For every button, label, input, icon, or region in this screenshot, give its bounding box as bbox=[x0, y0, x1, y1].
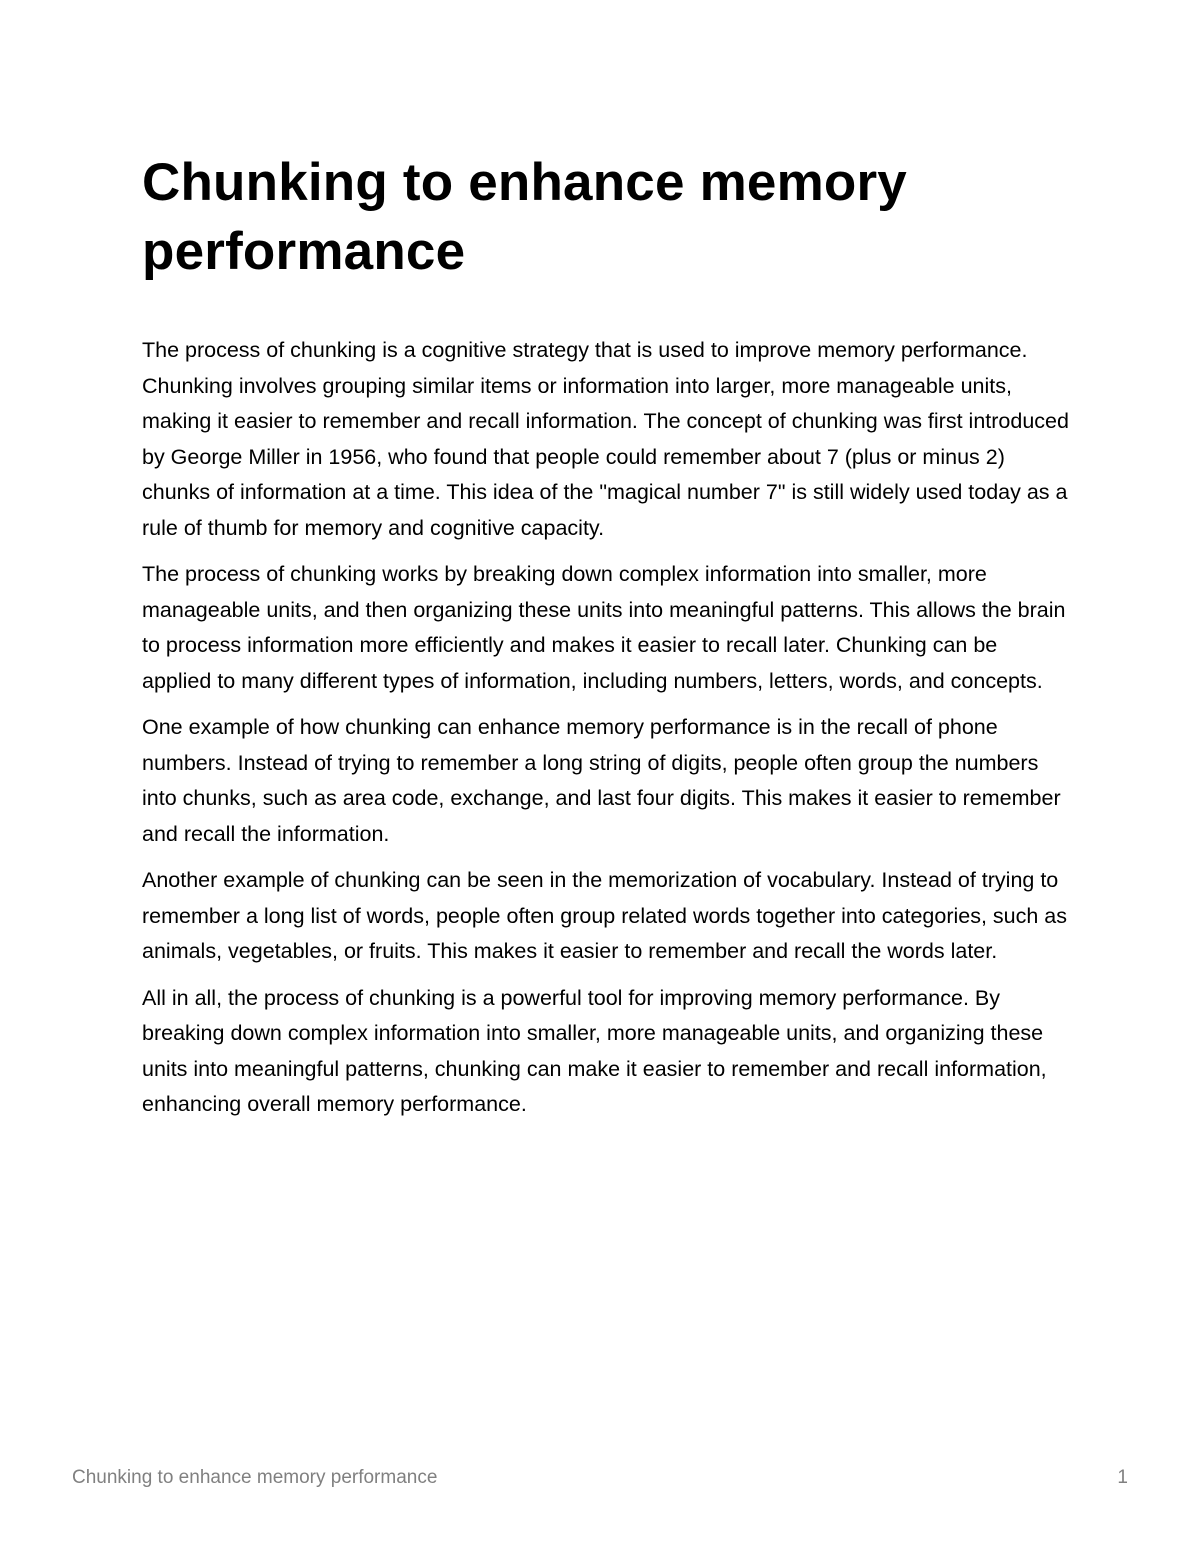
paragraph-2: The process of chunking works by breaking down complex information into smaller, more manageable units, and then organizing these units into meaningful patterns. This allows the brain to process information more efficiently and makes it easier to recall later. Chunking can be applied to many different types of information, including numbers, letters, words, and concepts. bbox=[142, 562, 1066, 693]
document-title: Chunking to enhance memory performance bbox=[142, 153, 907, 281]
footer-title: Chunking to enhance memory performance bbox=[72, 1467, 438, 1488]
paragraph-4: Another example of chunking can be seen in the memorization of vocabulary. Instead of trying to remember a long list of words, people often group related words together into categories, such as animals, vegetables, or fruits. This makes it easier to remember and recall the words later. bbox=[142, 868, 1068, 963]
document-body bbox=[142, 333, 1072, 1123]
paragraph-5: All in all, the process of chunking is a powerful tool for improving memory performance. By breaking down complex information into smaller, more manageable units, and organizing these units into meaningful patterns, chunking can make it easier to remember and recall information, enhancing overall memory performance. bbox=[142, 985, 1047, 1116]
paragraph-1: The process of chunking is a cognitive strategy that is used to improve memory performance. Chunking involves grouping similar items or information into larger, more manageable units, making it easier to remember and recall information. The concept of chunking was first introduced by George Miller in 1956, who found that people could remember about 7 (plus or minus 2) chunks of information at a time. This idea of the "magical number 7" is still widely used today as a rule of thumb for memory and cognitive capacity. bbox=[142, 338, 1069, 540]
page-number: 1 bbox=[1117, 1467, 1128, 1488]
paragraph-3: One example of how chunking can enhance memory performance is in the recall of phone numbers. Instead of trying to remember a long string of digits, people often group the numbers into chunks, such as area code, exchange, and last four digits. This makes it easier to remember and recall the information. bbox=[142, 715, 1061, 846]
page-content bbox=[142, 148, 1072, 1134]
page-footer bbox=[72, 1465, 1128, 1491]
